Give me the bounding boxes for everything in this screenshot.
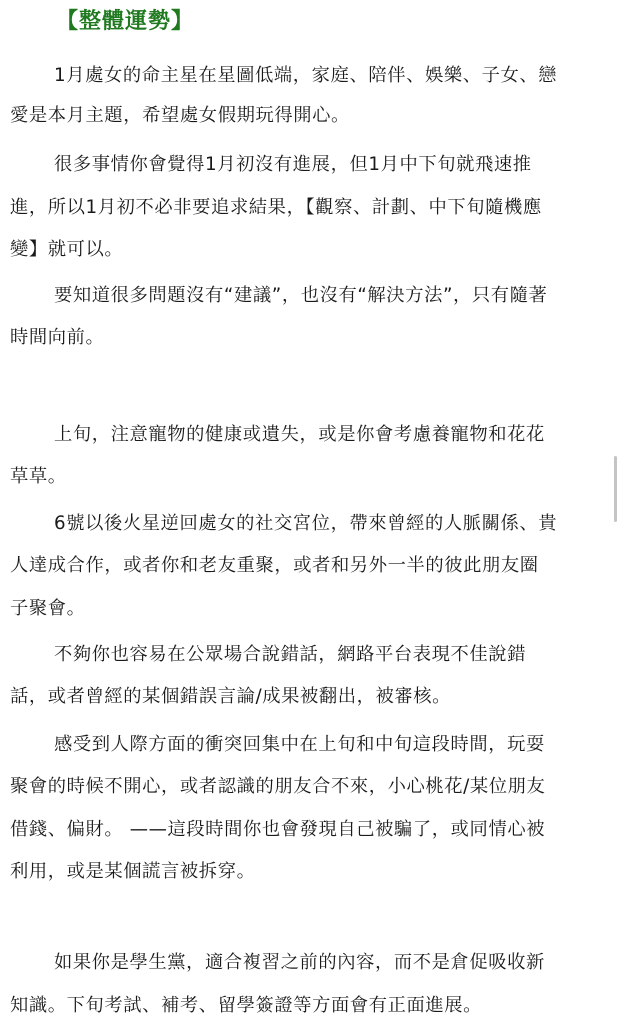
paragraph-line: 子聚會。 bbox=[10, 598, 86, 619]
paragraph-line: 1月處女的命主星在星圖低端，家庭、陪伴、娛樂、子女、戀 bbox=[54, 65, 558, 86]
paragraph-line: 聚會的時候不開心，或者認識的朋友合不來，小心桃花/某位朋友 bbox=[10, 776, 546, 797]
paragraph-line: 6號以後火星逆回處女的社交宮位，帶來曾經的人脈關係、貴 bbox=[54, 513, 558, 534]
scrollbar-thumb[interactable] bbox=[614, 456, 617, 522]
paragraph-line: 感受到人際方面的衝突回集中在上旬和中旬這段時間，玩耍 bbox=[54, 734, 545, 755]
paragraph-line: 進，所以1月初不必非要追求結果，【觀察、計劃、中下旬隨機應 bbox=[10, 197, 542, 218]
paragraph-line: 話，或者曾經的某個錯誤言論/成果被翻出，被審核。 bbox=[10, 686, 452, 707]
paragraph-line: 愛是本月主題，希望處女假期玩得開心。 bbox=[10, 105, 350, 126]
paragraph-line: 時間向前。 bbox=[10, 327, 105, 348]
paragraph-line: 利用，或是某個謊言被拆穿。 bbox=[10, 861, 256, 882]
paragraph-line: 知識。下旬考試、補考、留學簽證等方面會有正面進展。 bbox=[10, 995, 483, 1016]
paragraph-line: 不夠你也容易在公眾場合說錯話，網路平台表現不佳說錯 bbox=[54, 644, 527, 665]
paragraph-line: 如果你是學生黨，適合複習之前的內容，而不是倉促吸收新 bbox=[54, 952, 545, 973]
paragraph-line: 草草。 bbox=[10, 466, 67, 487]
paragraph-line: 借錢、偏財。 ——這段時間你也會發現自己被騙了，或同情心被 bbox=[10, 819, 546, 840]
section-heading: 【整體運勢】 bbox=[56, 9, 195, 34]
paragraph-line: 人達成合作，或者你和老友重聚，或者和另外一半的彼此朋友圈 bbox=[10, 555, 539, 576]
paragraph-line: 變】就可以。 bbox=[10, 239, 124, 260]
paragraph-line: 要知道很多問題沒有“建議”，也沒有“解決方法”，只有隨著 bbox=[54, 285, 548, 306]
paragraph-line: 很多事情你會覺得1月初沒有進展，但1月中下旬就飛速推 bbox=[54, 154, 532, 175]
paragraph-line: 上旬，注意寵物的健康或遺失，或是你會考慮養寵物和花花 bbox=[54, 424, 545, 445]
